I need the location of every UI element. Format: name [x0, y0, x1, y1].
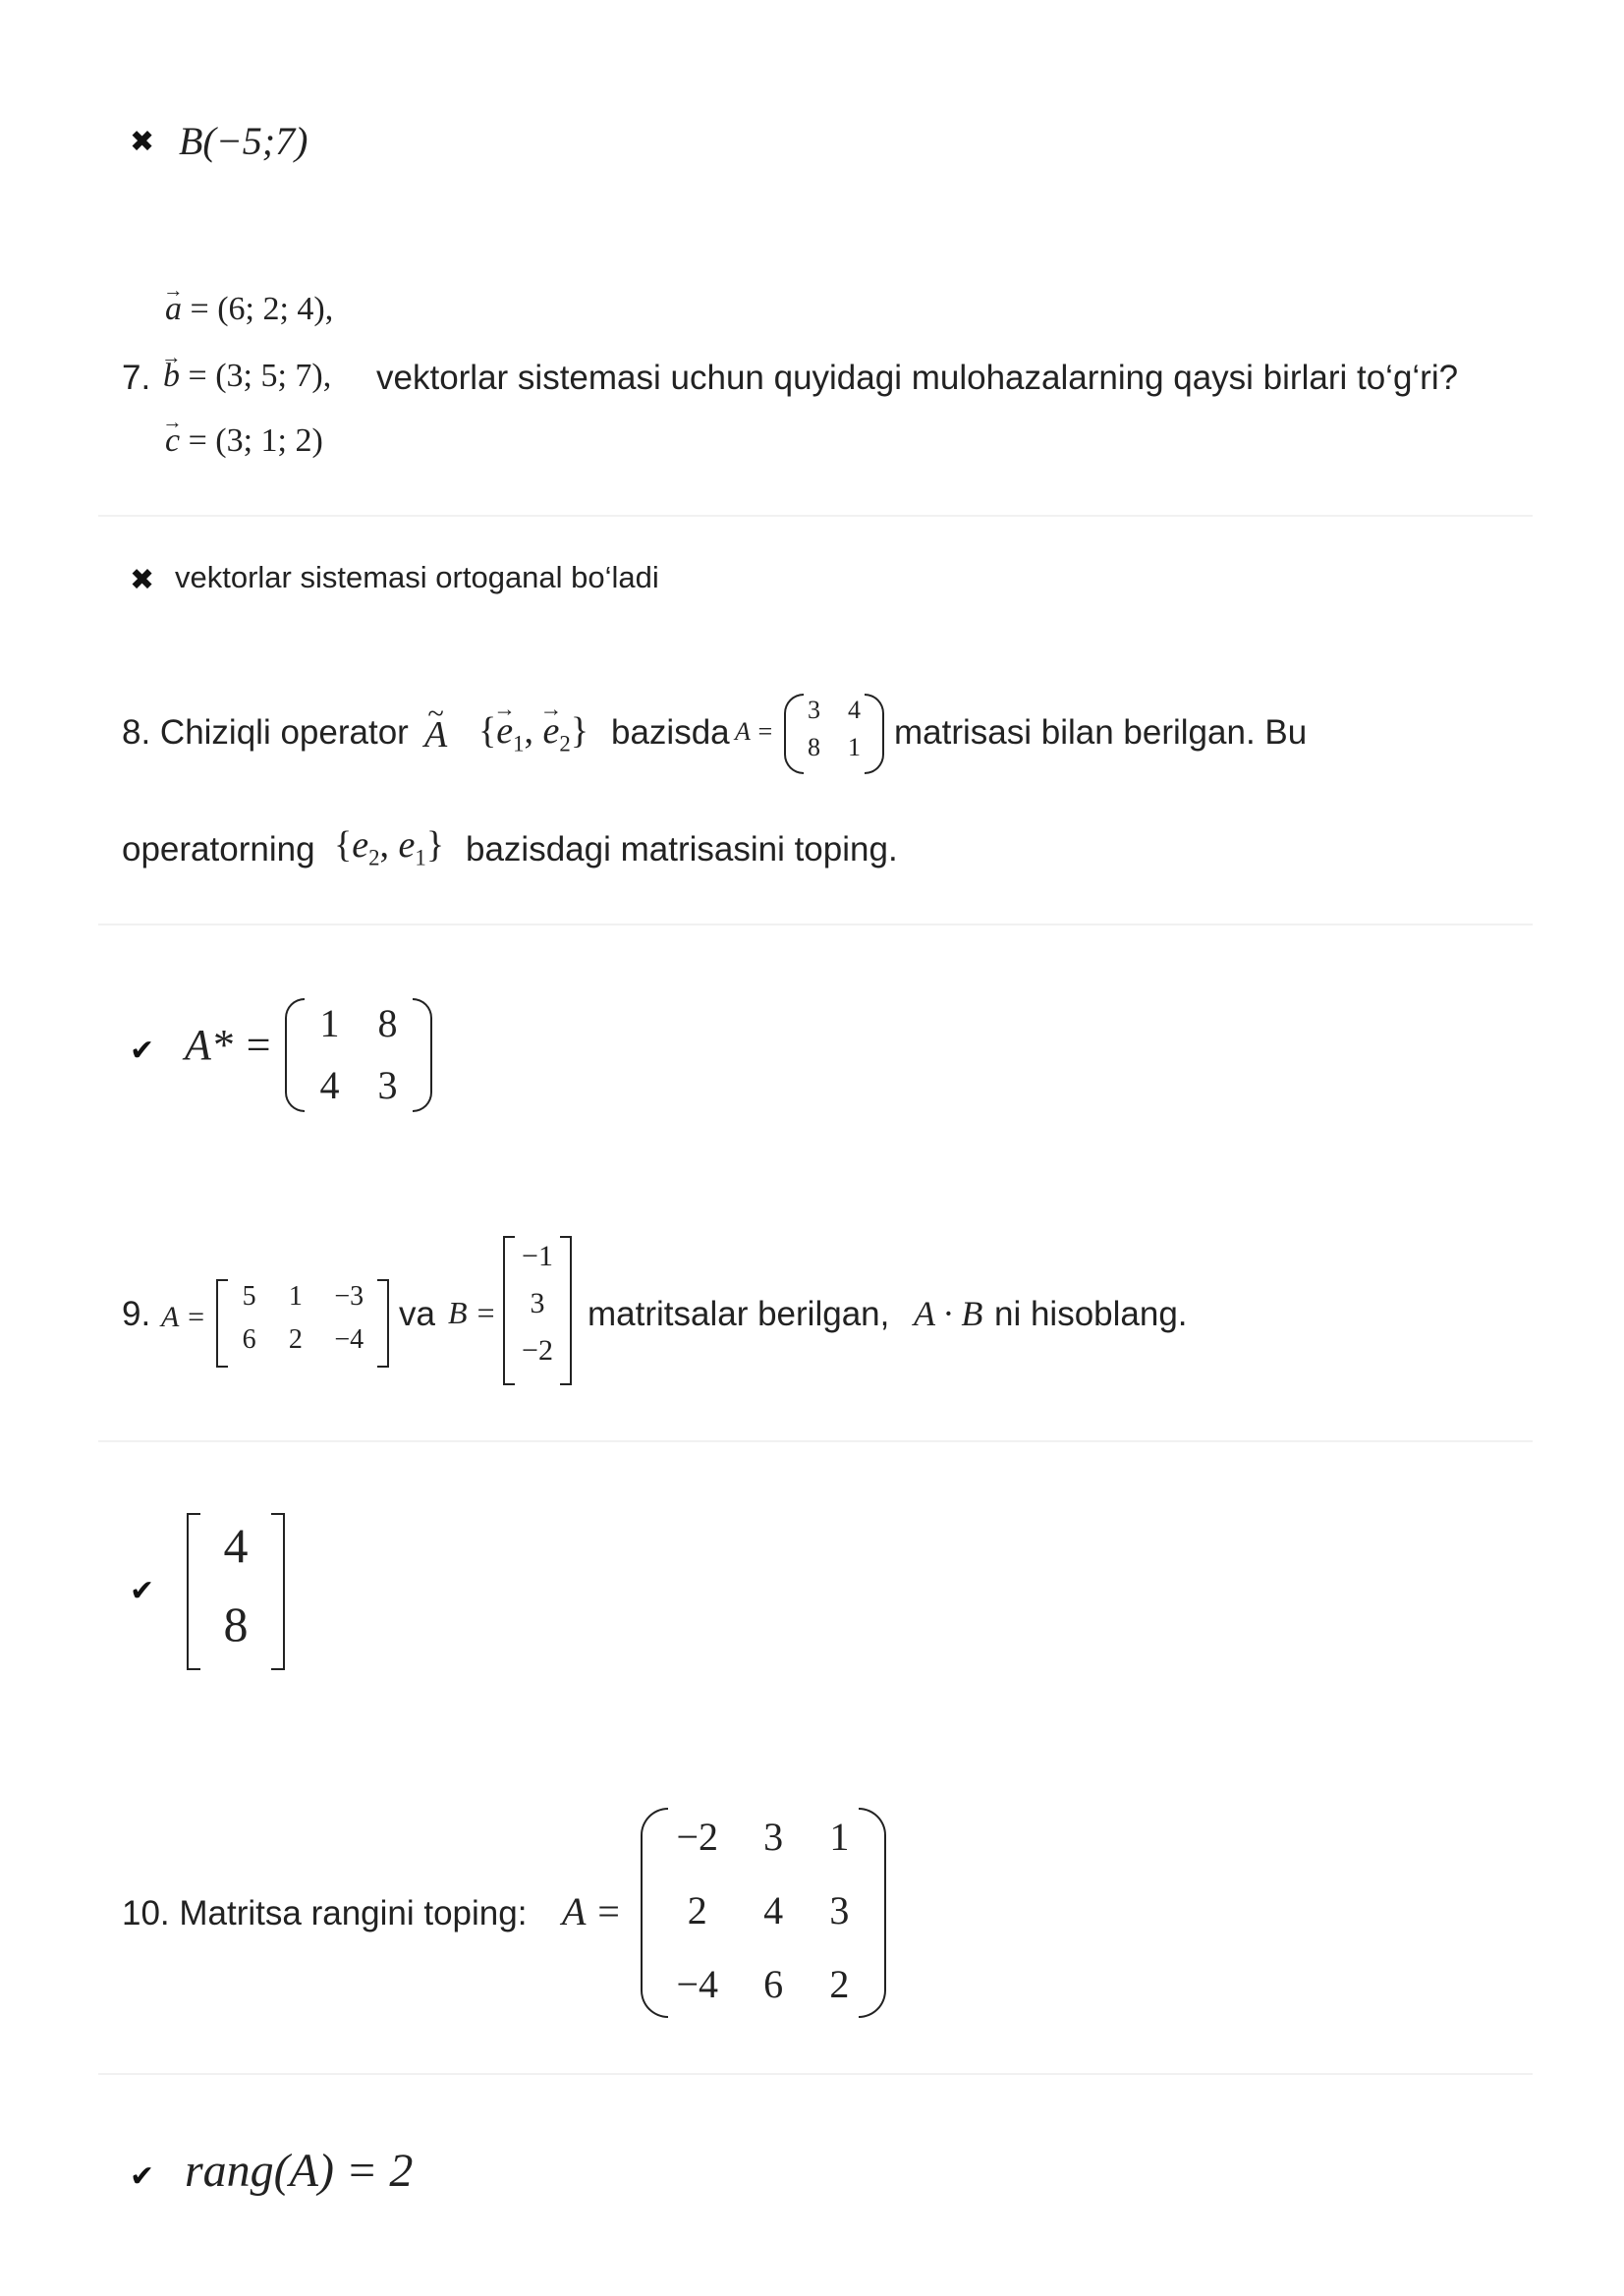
matrix-cell: 6	[242, 1324, 256, 1355]
q9-text-end: ni hisoblang.	[994, 1295, 1188, 1333]
vector-b: → b = (3; 5; 7),	[163, 358, 331, 395]
q8-answer-matrix	[285, 998, 432, 1112]
q9-text: matritsalar berilgan,	[588, 1295, 890, 1333]
divider	[98, 1440, 1533, 1442]
vector-c-symbol: → c	[165, 422, 180, 460]
answer-a-star-label: A* =	[185, 1021, 273, 1069]
vector-b-values: (3; 5; 7),	[215, 358, 332, 394]
matrix-cell: 3	[808, 696, 820, 724]
q7-question-text: vektorlar sistemasi uchun quyidagi mulohazalarning qaysi birlari to‘g‘ri?	[376, 359, 1459, 397]
vector-a-symbol: → a	[165, 291, 182, 328]
matrix-cell: 3	[530, 1287, 545, 1319]
matrix-cell: −4	[334, 1324, 364, 1355]
q9-number: 9.	[122, 1295, 151, 1333]
vector-a-values: (6; 2; 4),	[217, 291, 334, 327]
q9-va: va	[399, 1295, 435, 1333]
q8-basis-text: bazisda	[611, 713, 730, 752]
matrix-cell: 8	[377, 1001, 398, 1045]
matrix-cell: 4	[319, 1063, 340, 1107]
matrix-a-label: A =	[161, 1301, 206, 1333]
q7-number: 7.	[122, 359, 151, 397]
operator-a-tilde: ~ A	[424, 713, 447, 756]
basis-e1-e2: {→ $e_1$, → $e_2$}	[478, 709, 588, 757]
vector-a: → a = (6; 2; 4),	[165, 291, 333, 328]
matrix-cell: −4	[676, 1962, 718, 2006]
matrix-cell: 3	[377, 1063, 398, 1107]
q10-matrix	[641, 1808, 886, 2018]
matrix-cell: 2	[687, 1888, 707, 1932]
q9-matrix-a	[216, 1279, 389, 1368]
matrix-cell: 3	[763, 1815, 784, 1859]
vector-c: → c = (3; 1; 2)	[165, 422, 323, 460]
matrix-cell: 6	[763, 1962, 784, 2006]
basis-e2-e1: {$e_2$, $e_1$}	[334, 824, 445, 870]
matrix-cell: 4	[763, 1888, 784, 1932]
divider	[98, 924, 1533, 925]
wrong-mark-icon: ✖	[130, 563, 155, 597]
vector-cell: 8	[223, 1596, 249, 1652]
answer-b-point: B(−5;7)	[179, 119, 308, 163]
matrix-a-label: A =	[735, 717, 774, 746]
matrix-cell: 1	[319, 1001, 340, 1045]
check-mark-icon: ✔	[130, 2159, 155, 2194]
wrong-mark-icon: ✖	[130, 125, 155, 159]
q8-suffix: matrisasi bilan berilgan. Bu	[894, 713, 1308, 752]
matrix-cell: 5	[242, 1281, 256, 1312]
matrix-cell: 8	[808, 733, 820, 761]
matrix-cell: 3	[829, 1888, 850, 1932]
vector-b-symbol: → b	[163, 358, 180, 395]
matrix-cell: −1	[522, 1240, 553, 1272]
vector-c-values: (3; 1; 2)	[215, 422, 323, 459]
a-dot-b: A · B	[914, 1294, 983, 1333]
matrix-cell: 2	[829, 1962, 850, 2006]
matrix-cell: 2	[288, 1324, 303, 1355]
check-mark-icon: ✔	[130, 1574, 155, 1608]
matrix-a-label: A =	[562, 1889, 622, 1933]
q10-text: 10. Matritsa rangini toping:	[122, 1894, 528, 1932]
q9-answer-vector	[187, 1513, 285, 1670]
matrix-cell: −2	[522, 1334, 553, 1367]
q8-matrix	[784, 694, 884, 774]
matrix-cell: 1	[288, 1281, 303, 1312]
q7-answer-text: vektorlar sistemasi ortoganal bo‘ladi	[175, 560, 659, 594]
q9-matrix-b	[503, 1236, 572, 1385]
divider	[98, 515, 1533, 517]
q8-line2-end: bazisdagi matrisasini toping.	[466, 830, 898, 868]
q8-prefix: 8. Chiziqli operator	[122, 713, 409, 752]
matrix-cell: 4	[848, 696, 861, 724]
q8-line2-start: operatorning	[122, 830, 315, 868]
matrix-cell: 1	[829, 1815, 850, 1859]
matrix-b-label: B =	[448, 1295, 497, 1330]
vector-cell: 4	[223, 1518, 249, 1573]
matrix-cell: −2	[676, 1815, 718, 1859]
q10-answer-rank: rang(A) = 2	[185, 2145, 414, 2197]
check-mark-icon: ✔	[130, 1034, 155, 1068]
matrix-cell: −3	[334, 1281, 364, 1312]
matrix-cell: 1	[848, 733, 861, 761]
divider	[98, 2073, 1533, 2075]
